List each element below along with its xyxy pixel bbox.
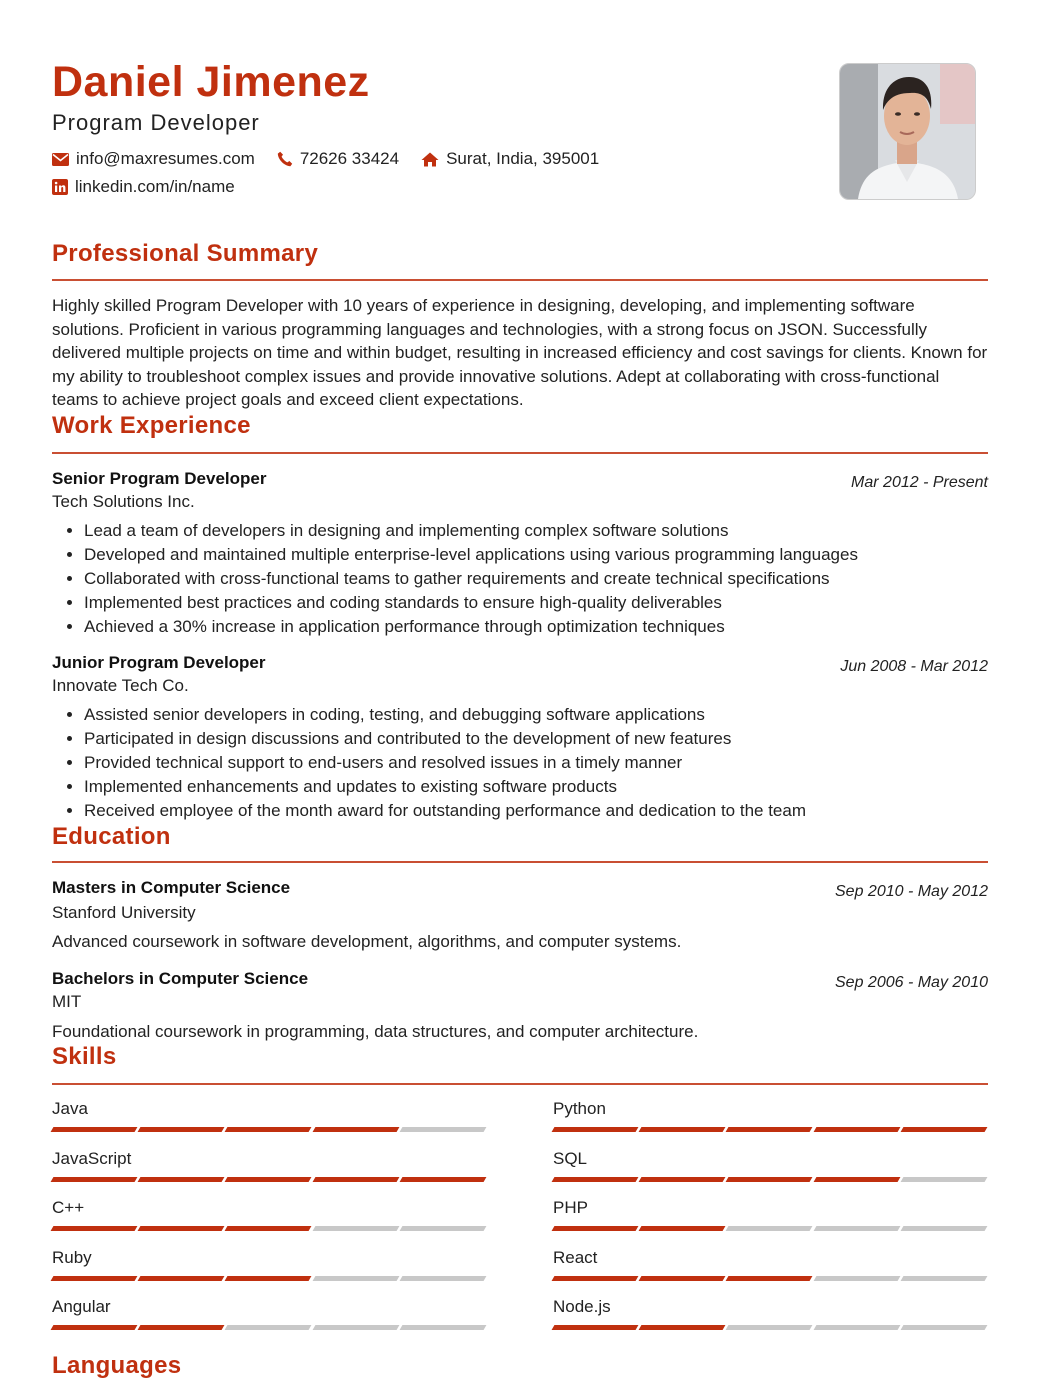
job-dates: Mar 2012 - Present <box>851 474 988 491</box>
skill-segment-filled <box>726 1276 813 1281</box>
skill-segment-empty <box>312 1276 399 1281</box>
skill-name: Java <box>52 1099 88 1118</box>
skill-segment-filled <box>639 1127 726 1132</box>
skill-item <box>553 1099 989 1132</box>
skill-item <box>52 1149 488 1182</box>
job-title: Junior Program Developer <box>52 653 266 672</box>
home-icon <box>421 152 439 167</box>
skill-segment-empty <box>900 1325 987 1330</box>
email-text: info@maxresumes.com <box>76 149 255 168</box>
skill-segment-filled <box>639 1276 726 1281</box>
job-title: Senior Program Developer <box>52 469 267 488</box>
skill-segment-empty <box>399 1276 486 1281</box>
skill-segment-filled <box>552 1325 639 1330</box>
skill-segment-empty <box>312 1325 399 1330</box>
skill-name: Python <box>553 1099 606 1118</box>
experience-divider <box>52 452 988 454</box>
skill-segment-filled <box>51 1177 138 1182</box>
skill-segment-empty <box>399 1127 486 1132</box>
skill-item <box>52 1099 488 1132</box>
skill-segment-filled <box>900 1127 987 1132</box>
experience-heading: Work Experience <box>52 412 251 439</box>
skill-segment-filled <box>51 1276 138 1281</box>
skill-segment-filled <box>225 1177 312 1182</box>
skill-level-bar <box>553 1325 989 1330</box>
skill-level-bar <box>553 1226 989 1231</box>
skill-segment-filled <box>639 1325 726 1330</box>
skill-item <box>52 1198 488 1231</box>
candidate-title: Program Developer <box>52 110 260 135</box>
job-bullet: • Participated in design discussions and contributed to the development of new features <box>84 727 806 751</box>
skill-segment-empty <box>399 1325 486 1330</box>
school-name: MIT <box>52 992 82 1011</box>
skill-segment-filled <box>138 1177 225 1182</box>
job-bullet: • Provided technical support to end-users and resolved issues in a timely manner <box>84 751 806 775</box>
skill-item <box>52 1297 488 1330</box>
skill-segment-filled <box>639 1177 726 1182</box>
skill-segment-filled <box>552 1226 639 1231</box>
skill-segment-empty <box>813 1325 900 1330</box>
skill-segment-empty <box>225 1325 312 1330</box>
contact-row-2 <box>52 177 257 197</box>
skill-segment-filled <box>225 1276 312 1281</box>
skill-segment-filled <box>225 1127 312 1132</box>
job-bullet: • Implemented enhancements and updates to existing software products <box>84 775 806 799</box>
skill-name: SQL <box>553 1148 588 1168</box>
skills-heading: Skills <box>52 1043 117 1070</box>
candidate-name: Daniel Jimenez <box>52 58 370 106</box>
linkedin-icon <box>52 179 68 195</box>
skill-segment-empty <box>312 1226 399 1231</box>
skill-level-bar <box>52 1276 488 1281</box>
phone-icon <box>277 151 293 167</box>
job-bullet: • Assisted senior developers in coding, testing, and debugging software applications <box>84 703 806 727</box>
skill-name: React <box>553 1247 598 1267</box>
skill-name: Ruby <box>52 1247 92 1267</box>
skill-segment-empty <box>900 1276 987 1281</box>
education-divider <box>52 861 988 863</box>
skill-segment-filled <box>552 1276 639 1281</box>
skills-divider <box>52 1083 988 1085</box>
skill-segment-empty <box>813 1226 900 1231</box>
skill-segment-empty <box>813 1276 900 1281</box>
skill-level-bar <box>52 1177 488 1182</box>
skill-item <box>553 1297 989 1330</box>
skill-item <box>553 1149 989 1182</box>
job-company: Tech Solutions Inc. <box>52 492 195 511</box>
contact-row-1 <box>52 149 621 169</box>
skill-segment-filled <box>639 1226 726 1231</box>
skill-segment-filled <box>225 1226 312 1231</box>
contact-email[interactable] <box>52 149 255 169</box>
education-description: Foundational coursework in programming, data structures, and computer architecture. <box>52 1022 699 1041</box>
job-bullet: • Collaborated with cross-functional teams to gather requirements and create technical specifications <box>84 567 858 591</box>
summary-heading: Professional Summary <box>52 240 319 267</box>
job-bullet: • Implemented best practices and coding standards to ensure high-quality deliverables <box>84 591 858 615</box>
skill-level-bar <box>52 1226 488 1231</box>
phone-text: 72626 33424 <box>299 149 400 168</box>
skill-segment-filled <box>399 1177 486 1182</box>
skill-segment-empty <box>726 1325 813 1330</box>
portrait-image <box>840 64 975 199</box>
job-bullet: • Developed and maintained multiple enterprise-level applications using various programming languages <box>84 543 858 567</box>
education-dates: Sep 2006 - May 2010 <box>835 974 988 991</box>
education-heading: Education <box>52 823 171 850</box>
skill-segment-filled <box>312 1177 399 1182</box>
skill-segment-filled <box>138 1276 225 1281</box>
job-bullets <box>52 703 806 823</box>
job-company: Innovate Tech Co. <box>52 676 189 695</box>
envelope-icon <box>52 153 69 166</box>
job-bullet: • Received employee of the month award for outstanding performance and dedication to the team <box>84 799 806 823</box>
job-dates: Jun 2008 - Mar 2012 <box>840 658 988 675</box>
skill-name: C++ <box>52 1198 85 1217</box>
skill-item <box>52 1248 488 1281</box>
job-bullets <box>52 519 858 639</box>
skill-segment-filled <box>552 1127 639 1132</box>
school-name: Stanford University <box>52 903 196 922</box>
skill-segment-filled <box>51 1325 138 1330</box>
skill-name: PHP <box>553 1198 588 1217</box>
skill-level-bar <box>52 1325 488 1330</box>
skill-segment-filled <box>51 1226 138 1231</box>
contact-phone[interactable] <box>277 149 399 169</box>
education-dates: Sep 2010 - May 2012 <box>835 883 988 900</box>
skill-segment-filled <box>726 1177 813 1182</box>
skill-segment-filled <box>138 1127 225 1132</box>
skill-item <box>553 1198 989 1231</box>
summary-divider <box>52 279 988 281</box>
linkedin-text: linkedin.com/in/name <box>75 177 235 196</box>
skill-segment-filled <box>726 1127 813 1132</box>
skill-level-bar <box>553 1276 989 1281</box>
education-description: Advanced coursework in software development, algorithms, and computer systems. <box>52 932 682 951</box>
skill-level-bar <box>52 1127 488 1132</box>
profile-photo <box>839 63 976 200</box>
contact-location <box>421 149 599 169</box>
summary-text: Highly skilled Program Developer with 10 years of experience in designing, developing, and implementing software solutions. Proficient in various programming languages and technologies, with a strong focus on JSON. Successfully delivered multiple projects on time and within budget, resulting in increased efficiency and cost savings for clients. Known for my ability to troubleshoot complex issues and provide innovative solutions. Adept at collaborating with cross-functional teams to achieve project goals and exceed client expectations. <box>52 296 988 410</box>
degree-title: Masters in Computer Science <box>52 878 291 897</box>
skill-segment-filled <box>138 1325 225 1330</box>
job-bullet: • Lead a team of developers in designing and implementing complex software solutions <box>84 519 858 543</box>
location-text: Surat, India, 395001 <box>446 149 600 168</box>
skill-level-bar <box>553 1177 989 1182</box>
skill-level-bar <box>553 1127 989 1132</box>
job-bullet: • Achieved a 30% increase in application performance through optimization techniques <box>84 615 858 639</box>
contact-linkedin[interactable] <box>52 177 235 197</box>
skill-segment-filled <box>813 1127 900 1132</box>
skill-segment-filled <box>51 1127 138 1132</box>
skill-name: JavaScript <box>52 1148 132 1168</box>
skill-segment-filled <box>312 1127 399 1132</box>
skill-segment-filled <box>138 1226 225 1231</box>
skill-segment-empty <box>900 1226 987 1231</box>
skill-segment-empty <box>900 1177 987 1182</box>
skill-segment-empty <box>399 1226 486 1231</box>
skill-segment-filled <box>813 1177 900 1182</box>
skill-name: Angular <box>52 1297 111 1316</box>
skill-name: Node.js <box>553 1297 611 1316</box>
skill-item <box>553 1248 989 1281</box>
skill-segment-filled <box>552 1177 639 1182</box>
degree-title: Bachelors in Computer Science <box>52 969 309 988</box>
languages-heading: Languages <box>52 1352 182 1379</box>
skill-segment-empty <box>726 1226 813 1231</box>
